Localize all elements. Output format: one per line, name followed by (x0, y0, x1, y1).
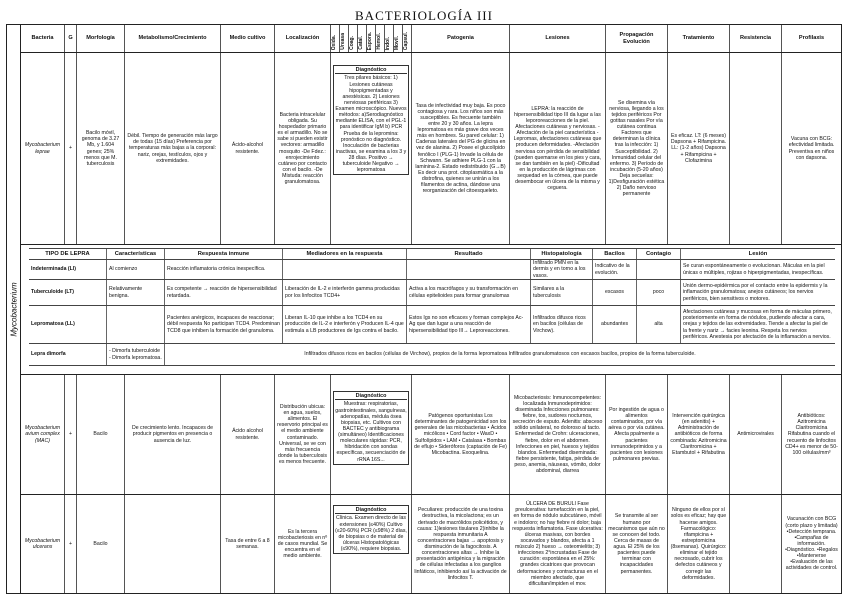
lepra-cell: Indeterminada (LI) (29, 260, 107, 279)
ulcerans-name: Mycobacterium ulcerans (21, 495, 65, 593)
leprae-medio: Ácido-alcohol resistente. (221, 53, 275, 244)
ulcerans-g: + (65, 495, 77, 593)
ulcerans-diagnostico (331, 495, 412, 593)
page-title: BACTERIOLOGÍA III (355, 8, 493, 23)
ulcerans-medio: Tasa de entre 6 a 8 semanas. (221, 495, 275, 593)
header-tratamiento: Tratamiento (668, 25, 730, 52)
ulcerans-propagacion: Se transmite al ser humano por mecanismos que aún no se conocen del todo. Cerca de masas de agua. El 25% de los pacientes puede terminar con incapacidades permanentes. (606, 495, 668, 593)
row-mac (21, 375, 841, 495)
family-label-strip (7, 25, 21, 593)
biochem-header-col (385, 25, 394, 52)
mac-diag-text: Muestras: respiratorias, gastrointestinales, sanguíneas, adenopatías, médula ósea biopsias, etc. Cultivos con BACTEC y antibiograma (simultáneo) Identificaciones moleculares rápidas: PCR, hibridación con sondas específicas, secuenciación de rRNA 16S... (335, 401, 407, 463)
leprae-tratamiento: Es eficaz. LT: (6 meses) Dapsona + Rifampicina. LL: (1-2 años) Dapsona + Rifampicina + Clofazimina (668, 53, 730, 244)
ulcerans-profilaxis: Vacunación con BCG (corto plazo y limitada) •Detección temprana. •Campañas de información. •Diagnóstico. •Regalos •Mantenerse •Evaluación de las actividades de control. (785, 516, 838, 572)
lepra-cell: poco (637, 280, 681, 305)
biochem-header-col (331, 25, 340, 52)
lepra-cell: Similares a la tuberculosis (531, 280, 593, 305)
lepra-cell: Reacción inflamatoria crónica inespecífica. (165, 260, 283, 279)
ulcerans-localizacion: Es la tercera micobacteriosis en nº de casos mundial. Se encuentra en el medio ambiente. (275, 495, 331, 593)
biochem-header-label: Ureasa (340, 33, 346, 50)
biochem-header-label: Oxida. (331, 34, 337, 50)
ulcerans-metabolismo (125, 495, 221, 593)
mac-medio: Ácido alcohol resistente. (221, 375, 275, 494)
biochem-header-label: Coag. (349, 36, 355, 50)
lepra-cell (407, 260, 531, 279)
lepra-header-cell: Histopatología (531, 249, 593, 259)
lepra-types-block (21, 245, 841, 375)
leprae-lesiones: LEPRA: la reacción de hipersensibilidad tipo III da lugar a las lepororeacciones de la piel. Afectaciones cutáneas y nerviosas. -Afectación de la piel característica -Lepromas, afectaciones cutáneas que producen deformidades. -Afectación nerviosa con pérdida de sensibilidad (pueden quemarse en los pies y cara, se dan también en la piel) -Dificultad en la producción de lágrimas con sequedad en la córnea, que puede desembocar en úlcera de la misma y ceguera. (510, 53, 606, 244)
header-bacteria: Bacteria (21, 25, 65, 52)
lepra-table-header (29, 248, 835, 260)
biochem-header-col (367, 25, 376, 52)
header-profilaxis: Profilaxis (798, 35, 825, 42)
lepra-header-cell: Lesión (748, 250, 768, 257)
lepra-cell: escasos (593, 280, 637, 305)
lepra-cell: Activa a los macrófagos y su transformación en células epitelioides para formar granulomas (407, 280, 531, 305)
biochem-header-label: Catal. (358, 36, 364, 50)
leprae-diag-text: Tres pilares básicos: 1) Lesiones cutáneas hipopigmentadas y anestésicas. 2) Lesiones nerviosas periféricas 3) Examen microscópico. Nuevos métodos: a)Serodiagnóstico mediante ELISA, con el PGL-1 para identificar IgM b) PCR Prueba de la lepromina: pronóstico no diagnóstico. Inoculación de bacterias inactivas, se examina a los 3 y 28 días. Positivo → tuberculoide Negativo → lepromatosa (335, 75, 407, 174)
lepra-header-cell: TIPO DE LEPRA (29, 249, 107, 259)
mac-name: Mycobacterium avium complex (MAC) (21, 375, 65, 494)
lepra-header-cell: Respuesta inmune (165, 249, 283, 259)
lepra-cell: Liberación de IL-2 e interferón gamma producidas por los linfocitos TCD4+ (283, 280, 407, 305)
leprae-profilaxis: Vacuna con BCG: efectividad limitada. Preventiva en niños con dapsona. (788, 136, 835, 161)
lepra-cell: Al comienzo (107, 260, 165, 279)
leprae-resistencia (730, 53, 782, 244)
biochem-header-label: Espora. (367, 31, 373, 50)
leprae-localizacion: Bacteria intracelular obligada. Su hospedador primario es el armadillo. No se sabe si pueden existir vectores: armadillo mosquito -De Fdez.: enrojecimiento cutáneo por contacto con el bacilo. -De Mistuda: reacción granulomatosa. (275, 53, 331, 244)
lepra-cell: Relativamente benigna. (107, 280, 165, 305)
family-label: Mycobacterium (9, 282, 19, 337)
header-g: G (65, 25, 77, 52)
leprae-name: Mycobacterium leprae (21, 53, 65, 244)
lepra-table-row (29, 280, 835, 306)
lepra-header-cell: Bacilos (593, 249, 637, 259)
biochem-header-label: Hemol. (376, 33, 382, 50)
ulcerans-resistencia (730, 495, 782, 593)
lepra-cell (107, 306, 165, 343)
lepra-dimorfa-span: Infiltrados difusos ricos en bacilos (células de Virchow), propios de la forma lepromatosa Infiltrados granulomatosos con escasos bacilos, propios de la forma tuberculoide. (304, 351, 696, 358)
leprae-morfologia: Bacilo móvil, genoma de 3.27 Mb, y 1.604 genes; 25% menos que M. tuberculosis (77, 53, 125, 244)
biochem-header-label: Indol. (385, 36, 391, 50)
biochem-header-col (394, 25, 403, 52)
biochem-header-col (358, 25, 367, 52)
lepra-cell: alta (637, 306, 681, 343)
lepra-cell: Pacientes anérgicos, incapaces de reaccionar; débil respuesta No participan TCD4. Predominan TCD8 que inhiben la formación del granuloma. (165, 306, 283, 343)
lepra-cell: - Dimorfa tuberculoide - Dimorfa lepromatosa. (107, 344, 165, 365)
mac-tratamiento: Intervención quirúrgica (en adenitis) + Administración de antibióticos de forma combinada: Azitromicina Claritromicina + Etambutol + Rifabutina (668, 375, 730, 494)
leprae-propagacion: Se disemina vía nerviosa, llegando a los tejidos periféricos Por gotitas nasales Por vía cutánea continua Factores que determinan la clínica tras la infección: 1) Susceptibilidad. 2) Inmunidad celular del enfermo. 3) Período de incubación (5-20 años) Deja secuelas: 1)Desfiguración estética 2) Daño nervioso permanente (606, 53, 668, 244)
header-propagacion: Propagación Evolución (606, 25, 668, 52)
lepra-cell: Lepromatosa (LL) (29, 306, 107, 343)
mac-resistencia: Antimicrovirales (730, 375, 782, 494)
lepra-cell: Infiltrado PMN en la dermis y en torno a los vasos. (531, 260, 593, 279)
mac-patogenia: Patógenos oportunistas Los determinantes de patogenicidad son los generales de las micobacterias • Ácidos micólicos • Cord factor • WaxD • Sulfolípidos • LAM • Catalasa • Bombas de eflujo • Sideróforos (captación de Fe) Micobactina. Exoquelina. (412, 375, 510, 494)
lepra-cell: Indicativo de la evolución. (593, 260, 637, 279)
mac-propagacion: Por ingestión de agua o alimentos contaminados, por vía aérea o por vía cutánea. Afecta ppalmente a pacientes inmunodeprimidos y a pacientes con lesiones pulmonares previas. (606, 375, 668, 494)
biochem-header-col (376, 25, 385, 52)
bacteriology-table (6, 24, 842, 594)
row-leprae (21, 53, 841, 245)
lepra-cell: Es competente → reacción de hipersensibilidad retardada. (165, 280, 283, 305)
header-lesiones: Lesiones (510, 25, 606, 52)
biochem-header-col (340, 25, 349, 52)
lepra-table-row (29, 306, 835, 344)
lepra-cell: Tuberculoide (LT) (29, 280, 107, 305)
biochem-headers (331, 25, 412, 52)
lepra-header-cell: Contagio (637, 249, 681, 259)
header-metabolismo: Metabolismo/Crecimiento (125, 25, 221, 52)
lepra-cell: Se curan espontáneamente o evolucionan. Máculas en la piel únicas o múltiples, rojizas o hiperpigmentadas, inespecíficas. (683, 263, 825, 276)
leprae-metabolismo: Débil. Tiempo de generación más largo de todas (15 días) Preferencia por temperaturas más bajas a la corporal: nariz, orejas, testículos, ojos y extremidades. (125, 53, 221, 244)
ulcerans-patogenia: Peculiares: producción de una toxina destructiva, la micolactona; es un derivado de macrólidos policétidos, y causa: 1)lesiones tisulares 2)inhibe la respuesta inmunitaria A concentraciones bajas → apoptosis y disminución de la fagocitosis. A concentraciones altas → Inhibe la presentación antigénica y la migración de células infectadas a los ganglios linfáticos, inhibiendo así la activación de linfocitos T. (412, 495, 510, 593)
leprae-patogenia: Tasa de infectividad muy baja. Es poco contagiosa y rara. Los niños son más susceptibles. Es frecuente también entre 20 y 30 años. La lepra lepromatosa es más grave dos veces más en hombres. Su pared celular: 1) Cadenas laterales del PG de glicina en vez de alanina. 2) Posee el glucolípido fenólico I (PLG-1) Invade la célula de Schwann. Se adhiere PLG-1 con la laminina-2. Estado redistribuido (G→B) Es decir una prot. citoplasmática a la distrofina, quienes se unirán a los filamentos de actina, dándose una reorganización del citoesqueleto. (412, 53, 510, 244)
lepra-cell (283, 260, 407, 279)
lepra-cell (637, 260, 681, 279)
header-resistencia: Resistencia (730, 25, 782, 52)
lepra-cell: Lepra dimorfa (29, 344, 107, 365)
header-localizacion: Localización (275, 25, 331, 52)
mac-morfologia: Bacilo (77, 375, 125, 494)
mac-profilaxis: Antibióticos: Azitromicina Claritromicina Rifabutina cuando el recuento de linfocitos CD4+ es menor de 50-100 células/mm³ (785, 413, 838, 456)
lepra-cell: Unión dermo-epidérmica por el contacto entre la epidermis y la inflamación granulomatosa; anejos cutáneos; los nervios periféricos, bien sensitivos o motores. (683, 283, 828, 302)
mac-diagnostico (331, 375, 412, 494)
mac-diag-title: Diagnóstico (335, 393, 407, 400)
lepra-table-row (29, 260, 835, 280)
biochem-header-col (349, 25, 358, 52)
mac-lesiones: Micobacteriosis: Inmunocompetentes: localizada Inmunodeprimidos: diseminada Infecciones pulmonares: fiebre, tos, sudores nocturnos, secreción de esputo. Adenitis: absceso sólido unilateral, no doloroso al tacto. Enfermedad de Crohn: ulceraciones, fiebre, dolor en el abdomen. Infecciones en piel, huesos y tejidos blandos. Enfermedad diseminada: fiebre persistente, fatiga, pérdida de peso, anemia, náuseas, vómito, dolor abdominal, diarrea (510, 375, 606, 494)
mac-metabolismo: De crecimiento lento. Incapaces de producir pigmentos en presencia o ausencia de luz. (125, 375, 221, 494)
lepra-cell: Afectaciones cutáneas y mucosas en forma de máculas primero, posteriormente en forma de nódulos, pudiendo afectar a cara, orejas y tejidos de las extremidades. Tiende a afectar la piel de la frente y nariz → facies leonina. Respeta los nervios periféricos. Anestesia por afectación de la inflamación a nervios. (683, 309, 832, 340)
lepra-cell: Infiltrados difusos ricos en bacilos (células de Virchow). (531, 306, 593, 343)
biochem-header-col (403, 25, 412, 52)
ulcerans-diag-title: Diagnóstico (335, 507, 407, 514)
ulcerans-morfologia: Bacilo (77, 495, 125, 593)
lepra-table-row (29, 344, 835, 366)
header-row (21, 25, 841, 53)
lepra-cell: abundantes (593, 306, 637, 343)
mac-g: + (65, 375, 77, 494)
header-morfologia: Morfología (77, 25, 125, 52)
lepra-cell: Estos Igs no son eficaces y forman complejos Ac-Ag que dan lugar a una reacción de hipersensibilidad tipo III→ Leproreacciones. (407, 306, 531, 343)
lepra-header-cell: Mediadores en la respuesta (283, 249, 407, 259)
leprae-diagnostico (331, 53, 412, 244)
lepra-cell: Liberan IL-10 que inhibe a los TCD4 en su producción de IL-2 e interferón γ Producen IL-4 que estimula a LB productores de Igs contra el bacilo. (283, 306, 407, 343)
row-ulcerans (21, 495, 841, 593)
lepra-header-cell: Resultado (407, 249, 531, 259)
mac-localizacion: Distribución ubicua: en agua, suelos, alimentos. El reservorio principal es el medio ambiente contaminado. Universal, se ve con más frecuencia donde la tuberculosis es menos frecuente. (275, 375, 331, 494)
leprae-g: + (65, 53, 77, 244)
ulcerans-diag-text: Clínica. Examen directo de las extensiones (≤40%) Cultivo (≤20-60%) PCR (≤98%) 2 días, de biopsias o de material de úlceras Histopatológicas (≤90%), requiere biopsias. (335, 515, 407, 552)
ulcerans-lesiones: ÚLCERA DE BURULI Fase preulcerativa: tumefacción en la piel, en forma de nódulo subcutáneo, móvil e indoloro; no hay fiebre ni dolor; baja respuesta inflamatoria. Fase ulcerativa: úlceras masivas, con bordes socavados y blandos, afecta a 1 músculo 2) hueso → osteomielitis; 3) infecciones 2°incrustadas Fase de curación: espontánea en el 25%: grandes cicatrices que provocan deformaciones y contracturas en el miembro afectado, que dificultan/impiden el mov. (510, 495, 606, 593)
header-medio: Medio cultivo (221, 25, 275, 52)
ulcerans-tratamiento: Ninguno de ellos por sí solos es eficaz; hay que hacerse amigos. Farmacológico: rifampicina + estreptomicina (8semanas). Quirúrgico: eliminar el tejido necrosado, cubrir los defectos cutáneos y corregir las deformidades. (668, 495, 730, 593)
lepra-header-cell: Características (107, 249, 165, 259)
leprae-diag-title: Diagnóstico (335, 67, 407, 74)
biochem-header-label: Capsul. (403, 31, 409, 50)
header-patogenia: Patogenia (412, 25, 510, 52)
biochem-header-label: Movil. (394, 35, 400, 50)
